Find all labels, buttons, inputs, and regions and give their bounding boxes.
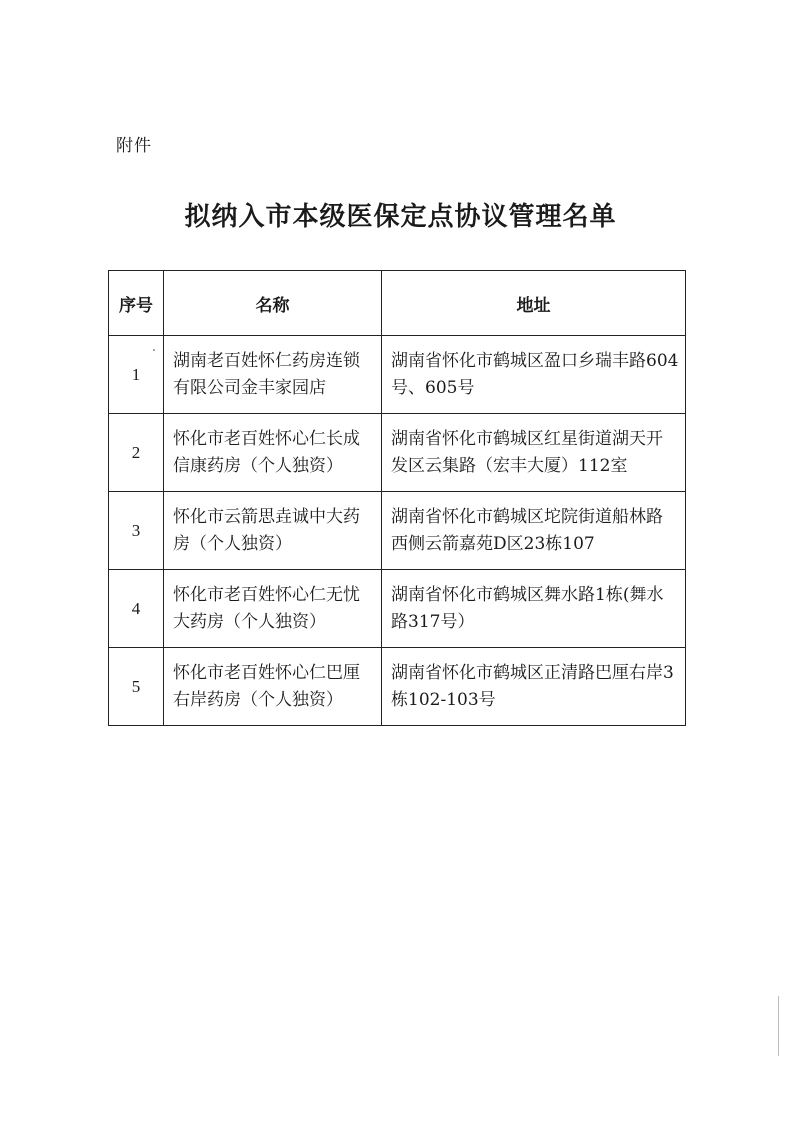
column-header-address: 地址 (382, 271, 686, 336)
column-header-name: 名称 (164, 271, 382, 336)
table-row (109, 648, 686, 726)
document-title: 拟纳入市本级医保定点协议管理名单 (184, 202, 617, 232)
table-row (109, 336, 686, 414)
pharmacy-name: 怀化市云箭思垚诚中大药房（个人独资） (164, 492, 382, 570)
table-header-row (109, 271, 686, 336)
pharmacy-address: 湖南省怀化市鹤城区舞水路1栋(舞水路317号） (382, 570, 686, 648)
pharmacy-address: 湖南省怀化市鹤城区正清路巴厘右岸3栋102-103号 (382, 648, 686, 726)
row-number: 3 (109, 492, 164, 570)
pharmacy-address: 湖南省怀化市鹤城区红星街道湖天开发区云集路（宏丰大厦）112室 (382, 414, 686, 492)
pharmacy-list-table (108, 270, 686, 726)
attachment-label: 附件 (116, 136, 152, 156)
pharmacy-name: 怀化市老百姓怀心仁长成信康药房（个人独资） (164, 414, 382, 492)
pharmacy-name: 怀化市老百姓怀心仁巴厘右岸药房（个人独资） (164, 648, 382, 726)
table-row (109, 414, 686, 492)
pharmacy-name: 湖南老百姓怀仁药房连锁有限公司金丰家园店 (164, 336, 382, 414)
row-number: 5 (109, 648, 164, 726)
row-number: 1 (109, 336, 164, 414)
table-row (109, 492, 686, 570)
scan-speck (153, 349, 155, 351)
pharmacy-name: 怀化市老百姓怀心仁无忧大药房（个人独资） (164, 570, 382, 648)
table-row (109, 570, 686, 648)
pharmacy-address: 湖南省怀化市鹤城区盈口乡瑞丰路604号、605号 (382, 336, 686, 414)
scan-edge-mark (778, 996, 779, 1056)
row-number: 4 (109, 570, 164, 648)
row-number: 2 (109, 414, 164, 492)
pharmacy-address: 湖南省怀化市鹤城区坨院街道船林路西侧云箭嘉苑D区23栋107 (382, 492, 686, 570)
column-header-no: 序号 (109, 271, 164, 336)
